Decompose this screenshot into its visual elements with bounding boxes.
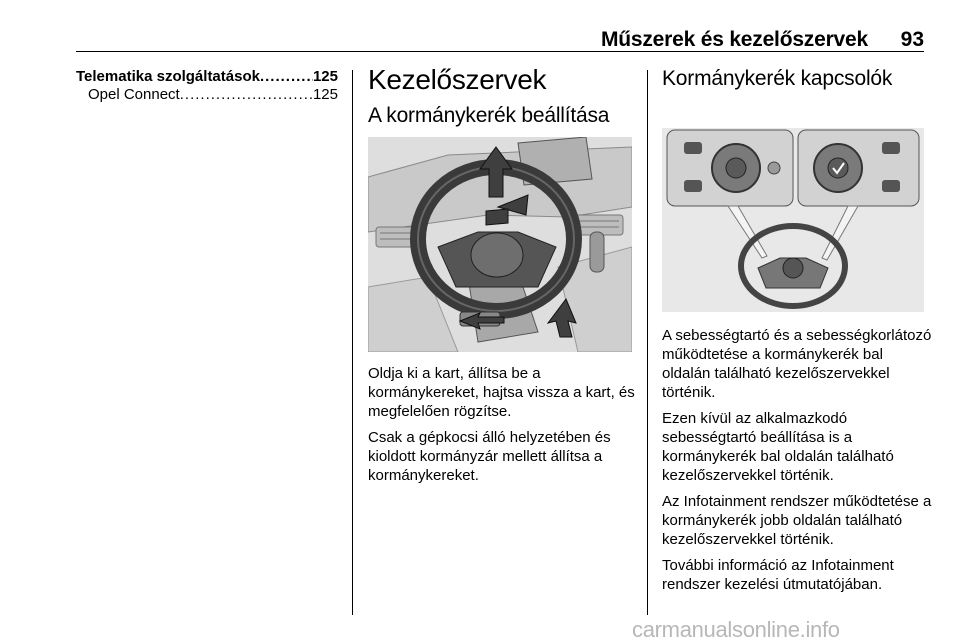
page-header-title: Műszerek és kezelőszervek — [600, 28, 868, 51]
watermark: carmanualsonline.info — [632, 617, 840, 642]
toc-leader — [260, 68, 313, 86]
steering-wheel-controls-illustration — [662, 128, 924, 312]
paragraph: A sebességtartó és a sebességkorlátozó működtetése a kormánykerék bal oldalán található kezelőszervekkel történik. — [662, 327, 932, 401]
paragraph: Oldja ki a kart, állítsa be a kormánykereket, hajtsa vissza a kart, és megfelelően rögzítse. — [368, 365, 635, 420]
toc-entry-label: Opel Connect — [88, 86, 180, 103]
toc-entry-label: Telematika szolgáltatások — [76, 68, 260, 85]
toc-entry-page: 125 — [312, 68, 338, 85]
paragraph: Az Infotainment rendszer működtetése a kormánykerék jobb oldalán található kezelőszervekkel történik. — [662, 493, 932, 548]
column-divider-left — [352, 70, 353, 615]
paragraph: További információ az Infotainment rendszer kezelési útmutatójában. — [662, 557, 894, 593]
toc-entry-page: 125 — [312, 86, 338, 103]
steering-adjust-text — [368, 364, 640, 492]
toc — [76, 68, 338, 104]
page-number: 93 — [900, 28, 924, 51]
section-title: Kezelőszervek — [368, 64, 547, 95]
toc-entry[interactable] — [76, 68, 338, 86]
toc-leader — [180, 86, 313, 104]
subsection-title-steering-adjust: A kormánykerék beállítása — [368, 104, 610, 127]
paragraph: Ezen kívül az alkalmazkodó sebességtartó beállítása is a kormánykerék bal oldalán található kezelőszervekkel történik. — [662, 410, 894, 484]
paragraph: Csak a gépkocsi álló helyzetében és kioldott kormányzár mellett állítsa a kormánykereket. — [368, 429, 611, 484]
steering-controls-text — [662, 326, 932, 601]
steering-wheel-adjust-illustration — [368, 137, 632, 352]
subsection-title-steering-controls: Kormánykerék kapcsolók — [662, 67, 893, 90]
column-divider-right — [647, 70, 648, 615]
header-rule — [76, 51, 924, 52]
toc-entry[interactable] — [76, 86, 338, 104]
